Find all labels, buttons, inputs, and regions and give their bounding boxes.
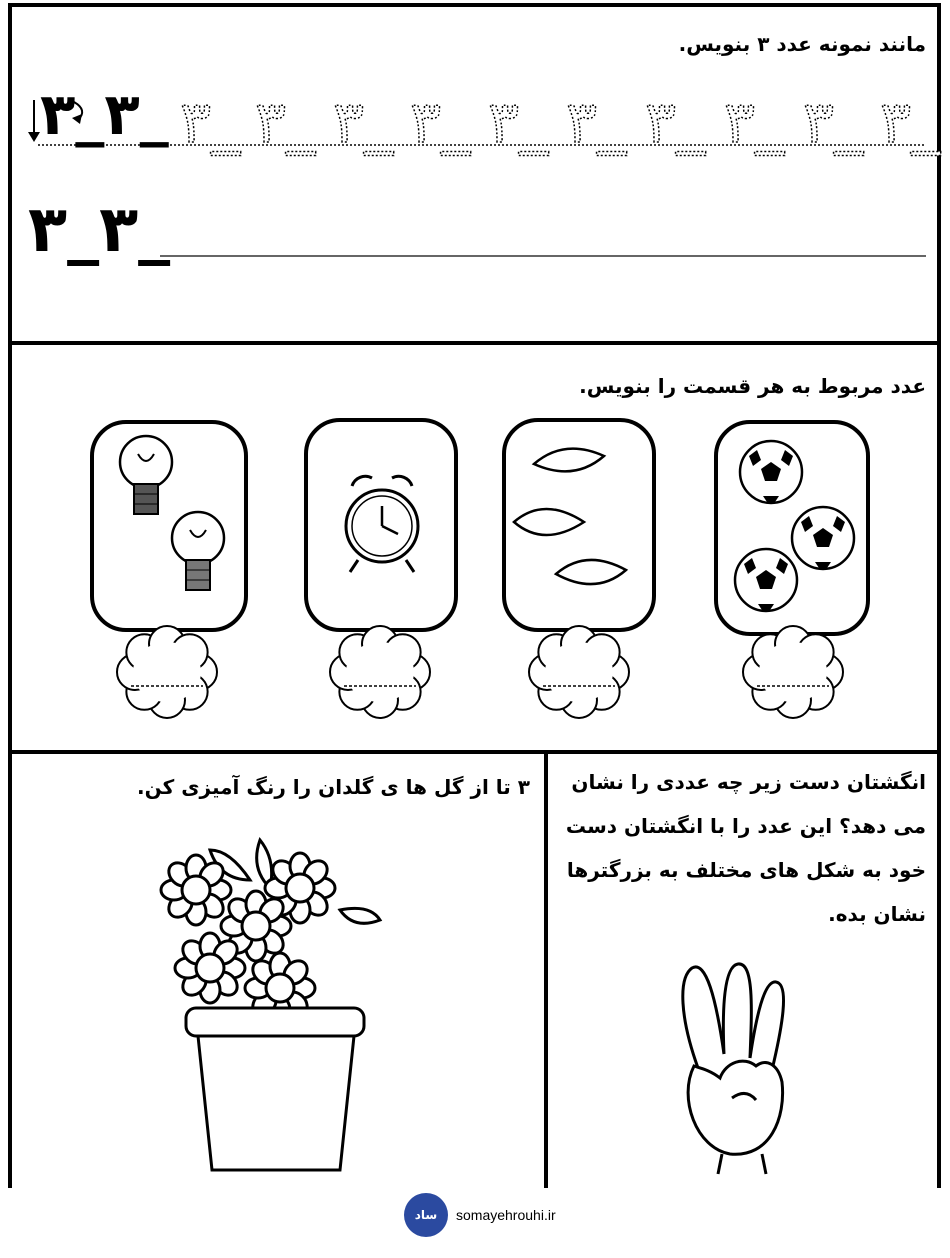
footer bbox=[404, 1192, 556, 1238]
three-fingers-hand-illustration bbox=[670, 958, 870, 1178]
dotted-trace-digit: ۳_ bbox=[724, 88, 785, 156]
counting-cards bbox=[0, 410, 950, 730]
writing-line bbox=[0, 254, 950, 264]
card-alarm-clock bbox=[306, 420, 456, 630]
soccer-ball-icon bbox=[792, 507, 854, 569]
dotted-trace-digit: ۳_ bbox=[333, 88, 394, 156]
section4-instruction: ۳ تا از گل ها ی گلدان را رنگ آمیزی کن. bbox=[137, 775, 530, 799]
section2-instruction: عدد مربوط به هر قسمت را بنویس. bbox=[579, 374, 926, 398]
card-almonds bbox=[504, 420, 654, 630]
model-digit-text: ۳_۳_ bbox=[40, 80, 169, 148]
card-soccer-balls bbox=[716, 422, 868, 634]
site-url[interactable]: somayehrouhi.ir bbox=[456, 1207, 556, 1223]
alarm-clock-icon bbox=[346, 476, 418, 572]
flower-icon bbox=[175, 933, 245, 1003]
section3-instruction: انگشتان دست زیر چه عددی را نشان می دهد؟ این عدد را با انگشتان دست خود به شکل های مختلف به بزرگترها نشان بده. bbox=[565, 770, 926, 926]
answer-cloud bbox=[743, 626, 843, 718]
dotted-trace-digit: ۳_ bbox=[488, 88, 549, 156]
flower-icon bbox=[161, 855, 231, 925]
card-light-bulbs bbox=[92, 422, 246, 630]
site-logo-icon bbox=[404, 1193, 448, 1237]
hand-icon bbox=[683, 964, 784, 1174]
dotted-trace-digit: ۳_ bbox=[180, 88, 241, 156]
answer-cloud bbox=[330, 626, 430, 718]
light-bulb-icon bbox=[120, 436, 172, 514]
dotted-trace-digit: ۳_ bbox=[410, 88, 471, 156]
logo-text: ساد bbox=[414, 1208, 438, 1222]
section-divider-1 bbox=[8, 341, 941, 345]
answer-cloud bbox=[117, 626, 217, 718]
second-row-digit-text: ۳_۳_ bbox=[28, 193, 171, 267]
almond-icon bbox=[556, 560, 626, 584]
soccer-ball-icon bbox=[735, 549, 797, 611]
almond-icon bbox=[514, 509, 584, 535]
dotted-trace-digit: ۳_ bbox=[880, 88, 941, 156]
flower-pot-illustration bbox=[150, 840, 390, 1180]
light-bulb-icon bbox=[172, 512, 224, 590]
flower-pot-icon bbox=[186, 1008, 364, 1170]
dotted-trace-digit: ۳_ bbox=[645, 88, 706, 156]
down-arrow-icon bbox=[28, 100, 40, 142]
almond-icon bbox=[534, 449, 604, 472]
section1-instruction: مانند نمونه عدد ۳ بنویس. bbox=[678, 32, 926, 56]
section-divider-2 bbox=[8, 750, 941, 754]
dotted-trace-digit: ۳_ bbox=[803, 88, 864, 156]
answer-cloud bbox=[529, 626, 629, 718]
dotted-trace-digit: ۳_ bbox=[566, 88, 627, 156]
soccer-ball-icon bbox=[740, 441, 802, 503]
dotted-trace-digit: ۳_ bbox=[255, 88, 316, 156]
